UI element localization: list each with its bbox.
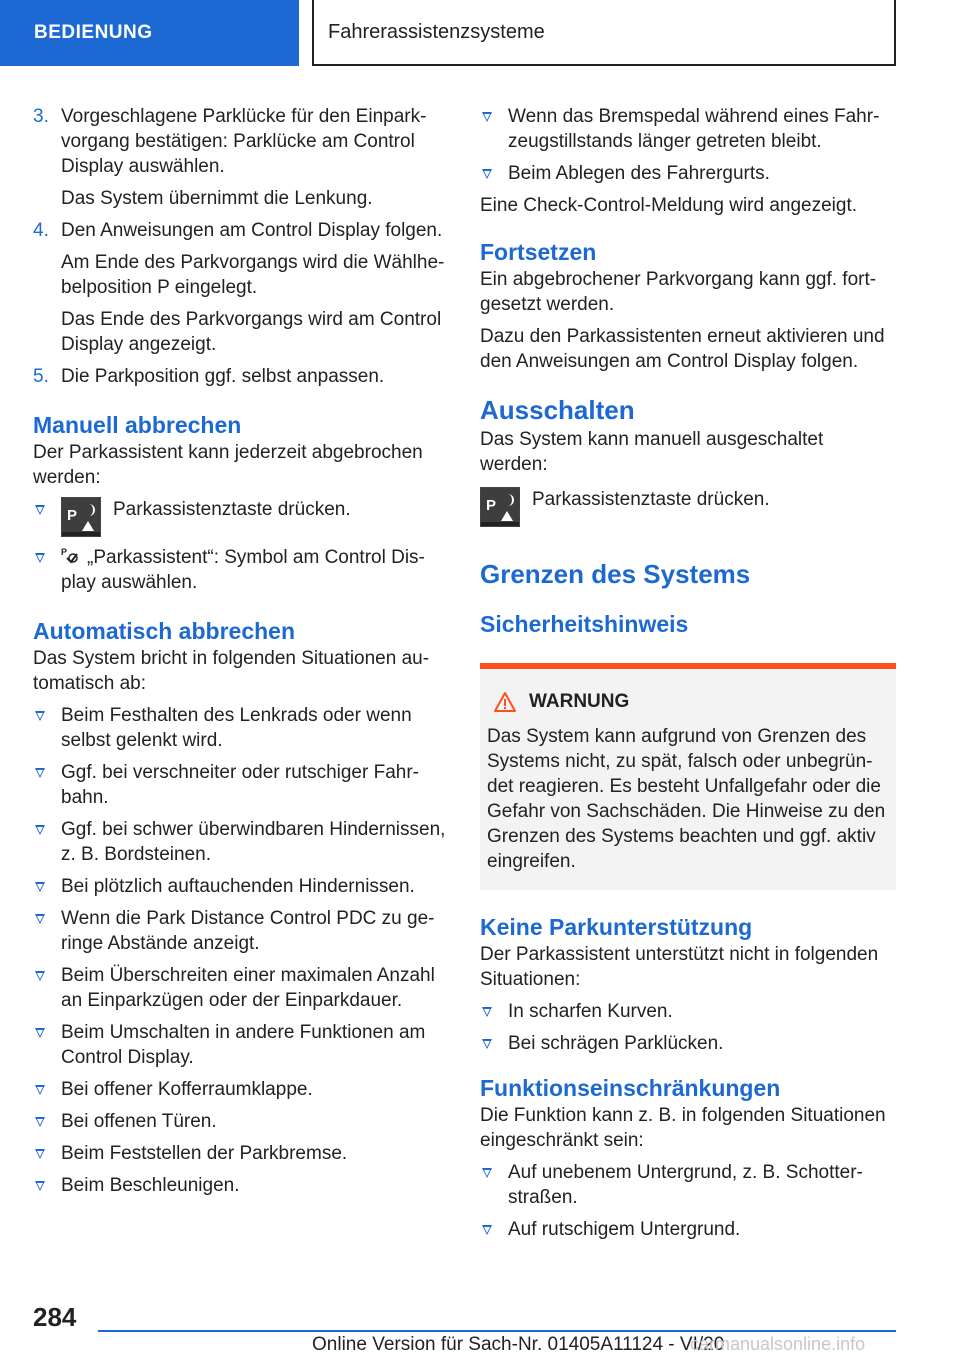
bullet-triangle-icon [482, 1039, 492, 1049]
list-item [480, 1031, 896, 1056]
manual-cancel-intro: Der Parkassistent kann jederzeit abgebrochen werden: [33, 442, 423, 488]
park-assist-button-icon: P [61, 497, 101, 537]
list-item [33, 1173, 448, 1198]
bullet-triangle-icon [482, 169, 492, 179]
bullet-triangle-icon [35, 1085, 45, 1095]
bullet-triangle-icon [35, 882, 45, 892]
no-support-heading: Keine Parkunterstützung [480, 914, 753, 940]
check-control-note: Eine Check-Control-Meldung wird angezeigt. [480, 195, 858, 216]
list-item [33, 1077, 448, 1102]
bullet-triangle-icon [35, 505, 45, 515]
restrictions-intro: Die Funktion kann z. B. in folgenden Situationen eingeschränkt sein: [480, 1105, 886, 1151]
list-item-text: Beim Umschalten in andere Funktionen am Control Display. [61, 1022, 426, 1068]
bullet-triangle-icon [35, 914, 45, 924]
list-item [33, 1020, 448, 1070]
restrictions-heading: Funktionseinschränkungen [480, 1075, 781, 1101]
left-column [33, 104, 448, 1205]
list-item [480, 1217, 896, 1242]
bullet-triangle-icon [35, 553, 45, 563]
step-3 [33, 104, 448, 211]
list-item-text: Wenn die Park Distance Control PDC zu ge- ringe Abstände anzeigt. [61, 908, 435, 954]
list-item [33, 545, 448, 595]
resume-text-2: Dazu den Parkassistenten erneut aktivieren und den Anweisungen am Control Display folgen. [480, 326, 885, 372]
auto-cancel-heading: Automatisch abbrechen [33, 618, 295, 644]
chapter-tab-label: BEDIENUNG [34, 22, 153, 43]
list-item-text: Beim Ablegen des Fahrergurts. [508, 163, 770, 184]
step-text: Vorgeschlagene Parklücke für den Einpark- vorgang bestätigen: Parklücke am Control Display auswählen. [61, 106, 427, 177]
list-item [480, 999, 896, 1024]
auto-cancel-intro: Das System bricht in folgenden Situationen au- tomatisch ab: [33, 648, 430, 694]
auto-cancel-list [33, 703, 448, 1198]
step-5 [33, 364, 448, 389]
list-item-text: „Parkassistent“: Symbol am Control Dis- play auswählen. [61, 547, 425, 593]
bullet-triangle-icon [35, 768, 45, 778]
warning-box [480, 663, 896, 890]
bullet-triangle-icon [35, 971, 45, 981]
list-item-text: Parkassistenztaste drücken. [113, 499, 351, 520]
step-number: 4. [33, 220, 49, 241]
switch-off-text: Das System kann manuell ausgeschaltet werden: [480, 429, 824, 475]
list-item [33, 703, 448, 753]
list-item [33, 874, 448, 899]
safety-heading: Sicherheitshinweis [480, 611, 689, 637]
watermark: carmanualsonline.info [690, 1334, 866, 1354]
step-note: Das Ende des Parkvorgangs wird am Control Display angezeigt. [61, 309, 442, 355]
list-item-text: Beim Überschreiten einer maximalen Anzahl an Einparkzügen oder der Einparkdauer. [61, 965, 435, 1011]
switch-off-step-text: Parkassistenztaste drücken. [532, 489, 770, 510]
list-item-text: Ggf. bei schwer überwindbaren Hindernissen, z. B. Bordsteinen. [61, 819, 446, 865]
list-item-text: In scharfen Kurven. [508, 1001, 673, 1022]
list-item-text: Auf unebenem Untergrund, z. B. Schotter- straßen. [508, 1162, 863, 1208]
list-item-text: Bei offener Kofferraumklappe. [61, 1079, 313, 1100]
no-support-intro: Der Parkassistent unterstützt nicht in folgenden Situationen: [480, 944, 879, 990]
list-item [33, 817, 448, 867]
section-title-label: Fahrerassistenzsysteme [328, 20, 545, 43]
step-4 [33, 218, 448, 357]
park-assistant-symbol-icon [61, 546, 81, 566]
list-item [480, 1160, 896, 1210]
list-item-text: Beim Festhalten des Lenkrads oder wenn selbst gelenkt wird. [61, 705, 412, 751]
manual-cancel-heading: Manuell abbrechen [33, 412, 242, 438]
step-text: Den Anweisungen am Control Display folgen. [61, 220, 443, 241]
bullet-triangle-icon [35, 1117, 45, 1127]
step-note: Am Ende des Parkvorgangs wird die Wählhe- belposition P eingelegt. [61, 252, 445, 298]
svg-text:P: P [61, 547, 68, 557]
list-item [480, 161, 896, 186]
step-number: 5. [33, 366, 49, 387]
resume-heading: Fortsetzen [480, 239, 597, 265]
bullet-triangle-icon [482, 1168, 492, 1178]
page-number: 284 [33, 1302, 77, 1332]
list-item-text: Bei offenen Türen. [61, 1111, 217, 1132]
bullet-triangle-icon [35, 711, 45, 721]
list-item [33, 497, 448, 537]
footer-divider [98, 1330, 896, 1332]
bullet-triangle-icon [35, 1149, 45, 1159]
list-item-text: Bei plötzlich auftauchenden Hindernissen. [61, 876, 415, 897]
resume-text: Ein abgebrochener Parkvorgang kann ggf. fort- gesetzt werden. [480, 269, 877, 315]
list-item [33, 906, 448, 956]
warning-title [487, 689, 890, 714]
list-item-text: Beim Beschleunigen. [61, 1175, 240, 1196]
list-item-text: Auf rutschigem Untergrund. [508, 1219, 741, 1240]
limits-heading: Grenzen des Systems [480, 559, 751, 589]
list-item [33, 1109, 448, 1134]
section-title [312, 0, 896, 66]
list-item-text: Beim Feststellen der Parkbremse. [61, 1143, 348, 1164]
list-item-text: Wenn das Bremspedal während eines Fahr- zeugstillstands länger getreten bleibt. [508, 106, 880, 152]
list-item [33, 963, 448, 1013]
switch-off-heading: Ausschalten [480, 395, 635, 425]
list-item-text: Bei schrägen Parklücken. [508, 1033, 724, 1054]
list-item-text: Ggf. bei verschneiter oder rutschiger Fahr- bahn. [61, 762, 419, 808]
bullet-triangle-icon [482, 1007, 492, 1017]
switch-off-step [480, 487, 896, 527]
list-item [33, 1141, 448, 1166]
step-note: Das System übernimmt die Lenkung. [61, 188, 373, 209]
bullet-triangle-icon [35, 825, 45, 835]
warning-text: Das System kann aufgrund von Grenzen des Systems nicht, zu spät, falsch oder unbegrün- det reagieren. Es besteht Unfallgefahr oder die Gefahr von Sachschäden. Die Hinweise zu den Grenzen des Systems beachten und ggf. aktiv eingreifen. [487, 726, 886, 872]
bullet-triangle-icon [482, 1225, 492, 1235]
footer-version-text: Online Version für Sach-Nr. 01405A11124 - VI/20 [312, 1334, 725, 1355]
bullet-triangle-icon [35, 1028, 45, 1038]
warning-label: WARNUNG [529, 691, 630, 712]
right-column [480, 104, 896, 1249]
bullet-triangle-icon [482, 112, 492, 122]
list-item [480, 104, 896, 154]
bullet-triangle-icon [35, 1181, 45, 1191]
step-text: Die Parkposition ggf. selbst anpassen. [61, 366, 385, 387]
chapter-tab [0, 0, 299, 66]
list-item [33, 760, 448, 810]
park-assist-button-icon: P [480, 487, 520, 527]
step-number: 3. [33, 106, 49, 127]
warning-triangle-icon [493, 691, 517, 713]
